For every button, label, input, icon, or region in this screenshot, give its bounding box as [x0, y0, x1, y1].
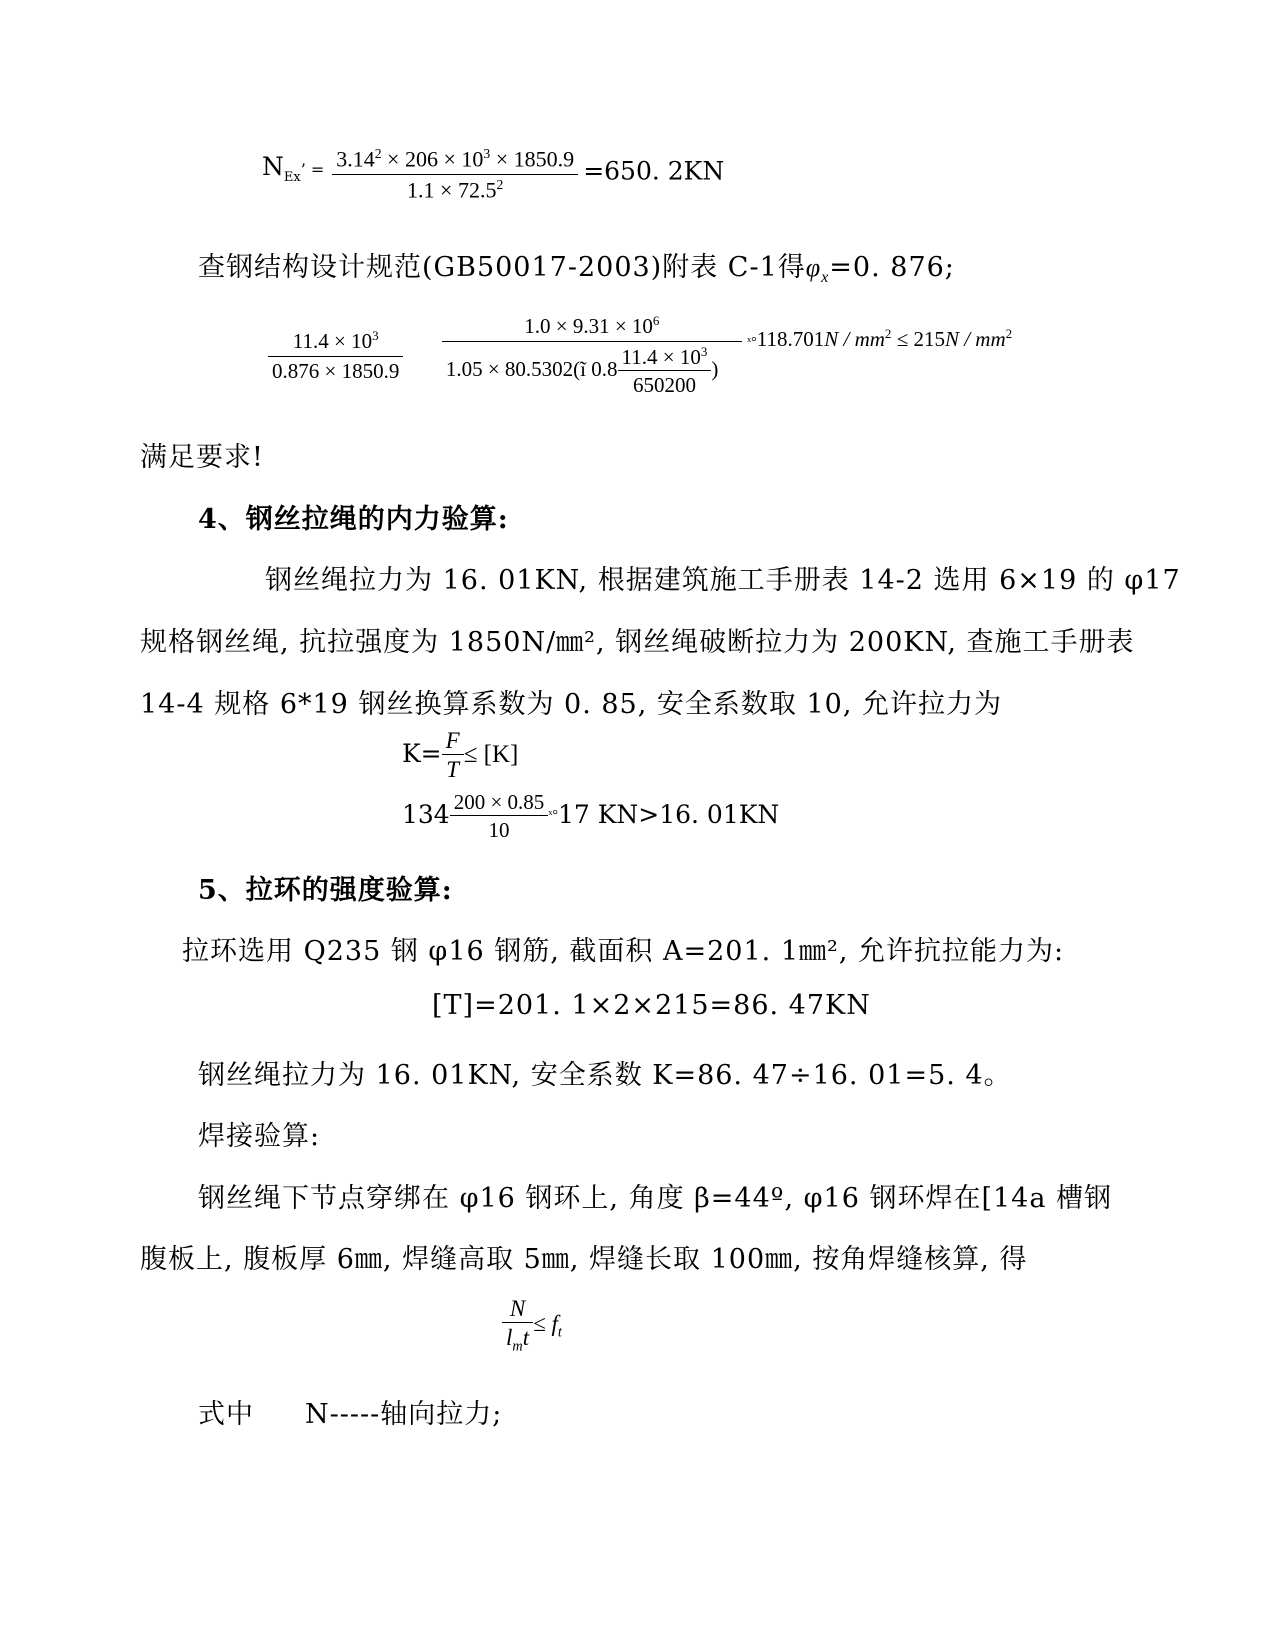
k-formula: K= $\frac{F}{T}$ ≤ [K]: [402, 728, 519, 782]
nex-mark: ’ =: [300, 160, 325, 180]
para4-line-1: 钢丝绳拉力为 16. 01KN, 根据建筑施工手册表 14-2 选用 6×19 的 φ17: [265, 565, 1181, 596]
shizhong-label: 式中: [198, 1399, 254, 1430]
para5: 拉环选用 Q235 钢 φ16 钢筋, 截面积 A=201. 1㎜², 允许抗拉能力为:: [182, 936, 1065, 967]
para6: 钢丝绳拉力为 16. 01KN, 安全系数 K=86. 47÷16. 01=5. 4。: [198, 1060, 1012, 1091]
nex-result: =650. 2KN: [583, 156, 725, 186]
nex-formula: [262, 146, 724, 216]
weld-title: 焊接验算:: [198, 1121, 321, 1152]
nex-label: N: [262, 152, 284, 182]
heading-5: 5、拉环的强度验算:: [198, 875, 453, 906]
nex-fraction: $\frac{3.14^2 \times 206 \times 10^3 \times 1850.9}{1.1 \times 72.5^2}$: [332, 146, 578, 204]
stress-fraction-2: $1.0 \times 9.31 \times 10^6$ 1.05 × 80.5302(ĩ 0.8 $\frac{11.4 \times 10^3}{650200}$ ): [442, 313, 742, 398]
stress-fraction-3: $\frac{11.4 \times 10^3}{650200}$: [618, 344, 712, 398]
phi-value: =0. 876;: [829, 252, 955, 283]
stress-result: $118.701N / mm^2 \le 215N / mm^2$: [756, 326, 1013, 352]
lookup-line: [198, 245, 955, 287]
lookup-text: 查钢结构设计规范(GB50017-2003)附表 C-1得: [198, 252, 806, 283]
t-equation: [T]=201. 1×2×215=86. 47KN: [432, 990, 871, 1021]
weld-line-2: 腹板上, 腹板厚 6㎜, 焊缝高取 5㎜, 焊缝长取 100㎜, 按角焊缝核算, 得: [140, 1244, 1028, 1275]
t-formula: 134 $\frac{200 \times 0.85}{10}$ ˣ°17 KN>16. 01KN: [402, 790, 780, 842]
stress-fraction-1: $\frac{11.4 \times 10^3}{0.876 \times 1850.9}$: [268, 328, 403, 384]
stress-glyph: ˣ°: [747, 335, 757, 351]
weld-line-1: 钢丝绳下节点穿绑在 φ16 钢环上, 角度 β=44º, φ16 钢环焊在[14a 槽钢: [198, 1183, 1113, 1214]
nex-sub: Ex: [283, 170, 301, 186]
para4-line-2: 规格钢丝绳, 抗拉强度为 1850N/㎜², 钢丝绳破断拉力为 200KN, 查施工手册表: [140, 627, 1135, 658]
satisfied-text: 满足要求!: [140, 442, 264, 473]
heading-4: 4、钢丝拉绳的内力验算:: [198, 504, 509, 535]
para4-line-3: 14-4 规格 6*19 钢丝换算系数为 0. 85, 安全系数取 10, 允许拉力为: [140, 689, 1002, 720]
stress-formula: [268, 313, 1012, 398]
weld-formula: $\frac{N}{l_mt}$ ≤ $f_t$: [502, 1296, 562, 1356]
phi-symbol: $\varphi_x$: [805, 253, 830, 287]
shizhong-text: N-----轴向拉力;: [305, 1399, 503, 1430]
